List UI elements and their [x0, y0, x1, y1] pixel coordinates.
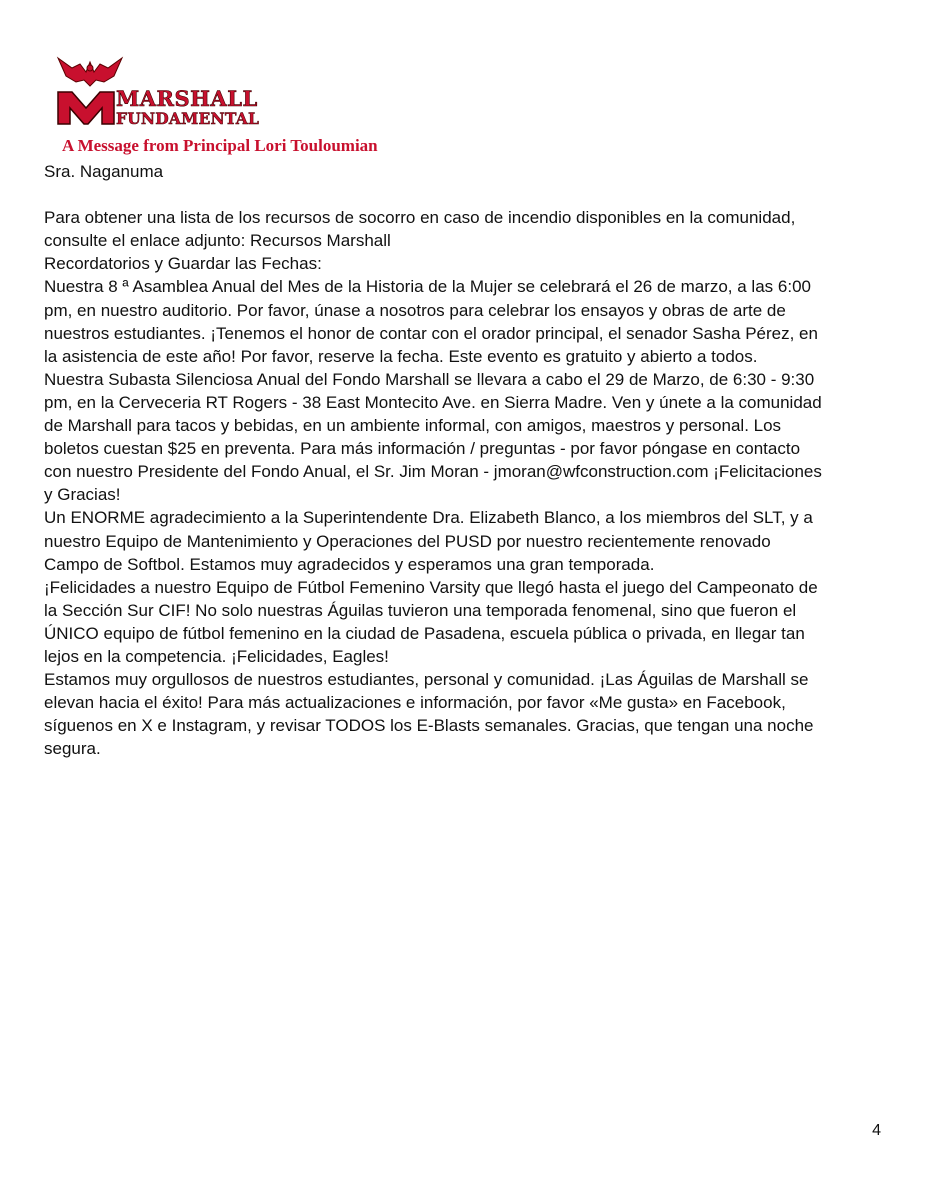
- body-line: la asistencia de este año! Por favor, reserve la fecha. Este evento es gratuito y abierto a todos.: [44, 346, 758, 366]
- body-line: lejos en la competencia. ¡Felicidades, Eagles!: [44, 646, 389, 666]
- body-line: y Gracias!: [44, 485, 121, 505]
- body-line: con nuestro Presidente del Fondo Anual, el Sr. Jim Moran - jmoran@wfconstruction.com ¡Felicitaciones: [44, 462, 822, 482]
- body-line: Para obtener una lista de los recursos de socorro en caso de incendio disponibles en la comunidad,: [44, 208, 796, 228]
- body-line: Un ENORME agradecimiento a la Superintendente Dra. Elizabeth Blanco, a los miembros del SLT, y a: [44, 508, 813, 528]
- body-line: boletos cuestan $25 en preventa. Para más información / preguntas - por favor póngase en contacto: [44, 439, 801, 459]
- body-line: nuestros estudiantes. ¡Tenemos el honor de contar con el orador principal, el senador Sasha Pérez, en: [44, 323, 818, 343]
- body-line: la Sección Sur CIF! No solo nuestras Águilas tuvieron una temporada fenomenal, sino que fueron el: [44, 600, 797, 620]
- body-line: Campo de Softbol. Estamos muy agradecidos y esperamos una gran temporada.: [44, 554, 655, 574]
- body-line: síguenos en X e Instagram, y revisar TODOS los E-Blasts semanales. Gracias, que tengan una noche: [44, 716, 814, 736]
- body-line: Recordatorios y Guardar las Fechas:: [44, 254, 322, 274]
- blank-line: [44, 183, 889, 206]
- body-line: pm, en nuestro auditorio. Por favor, únase a nosotros para celebrar los ensayos y obras de arte de: [44, 300, 786, 320]
- message-body: [44, 160, 889, 760]
- body-line: pm, en la Cerveceria RT Rogers - 38 East Montecito Ave. en Sierra Madre. Ven y únete a la comunidad: [44, 392, 822, 412]
- greeting: Sra. Naganuma: [44, 162, 164, 181]
- body-line: consulte el enlace adjunto: Recursos Marshall: [44, 231, 391, 251]
- school-logo: [50, 52, 260, 132]
- body-line: ¡Felicidades a nuestro Equipo de Fútbol Femenino Varsity que llegó hasta el juego del Campeonato de: [44, 577, 818, 597]
- body-line: Nuestra 8 ª Asamblea Anual del Mes de la Historia de la Mujer se celebrará el 26 de marzo, a las 6:00: [44, 277, 811, 297]
- body-line: elevan hacia el éxito! Para más actualizaciones e información, por favor «Me gusta» en Facebook,: [44, 693, 786, 713]
- logo-line-2: FUNDAMENTAL: [116, 109, 260, 128]
- body-line: ÚNICO equipo de fútbol femenino en la ciudad de Pasadena, escuela pública o privada, en llegar tan: [44, 623, 805, 643]
- logo-line-1: MARSHALL: [116, 86, 258, 111]
- page-number: 4: [872, 1122, 881, 1139]
- body-line: segura.: [44, 739, 101, 759]
- body-line: Estamos muy orgullosos de nuestros estudiantes, personal y comunidad. ¡Las Águilas de Marshall se: [44, 670, 809, 690]
- body-line: Nuestra Subasta Silenciosa Anual del Fondo Marshall se llevara a cabo el 29 de Marzo, de 6:30 - 9:30: [44, 369, 815, 389]
- body-line: nuestro Equipo de Mantenimiento y Operaciones del PUSD por nuestro recientemente renovado: [44, 531, 771, 551]
- body-line: de Marshall para tacos y bebidas, en un ambiente informal, con amigos, maestros y personal. Los: [44, 416, 782, 436]
- principal-message-title: A Message from Principal Lori Touloumian: [62, 136, 378, 155]
